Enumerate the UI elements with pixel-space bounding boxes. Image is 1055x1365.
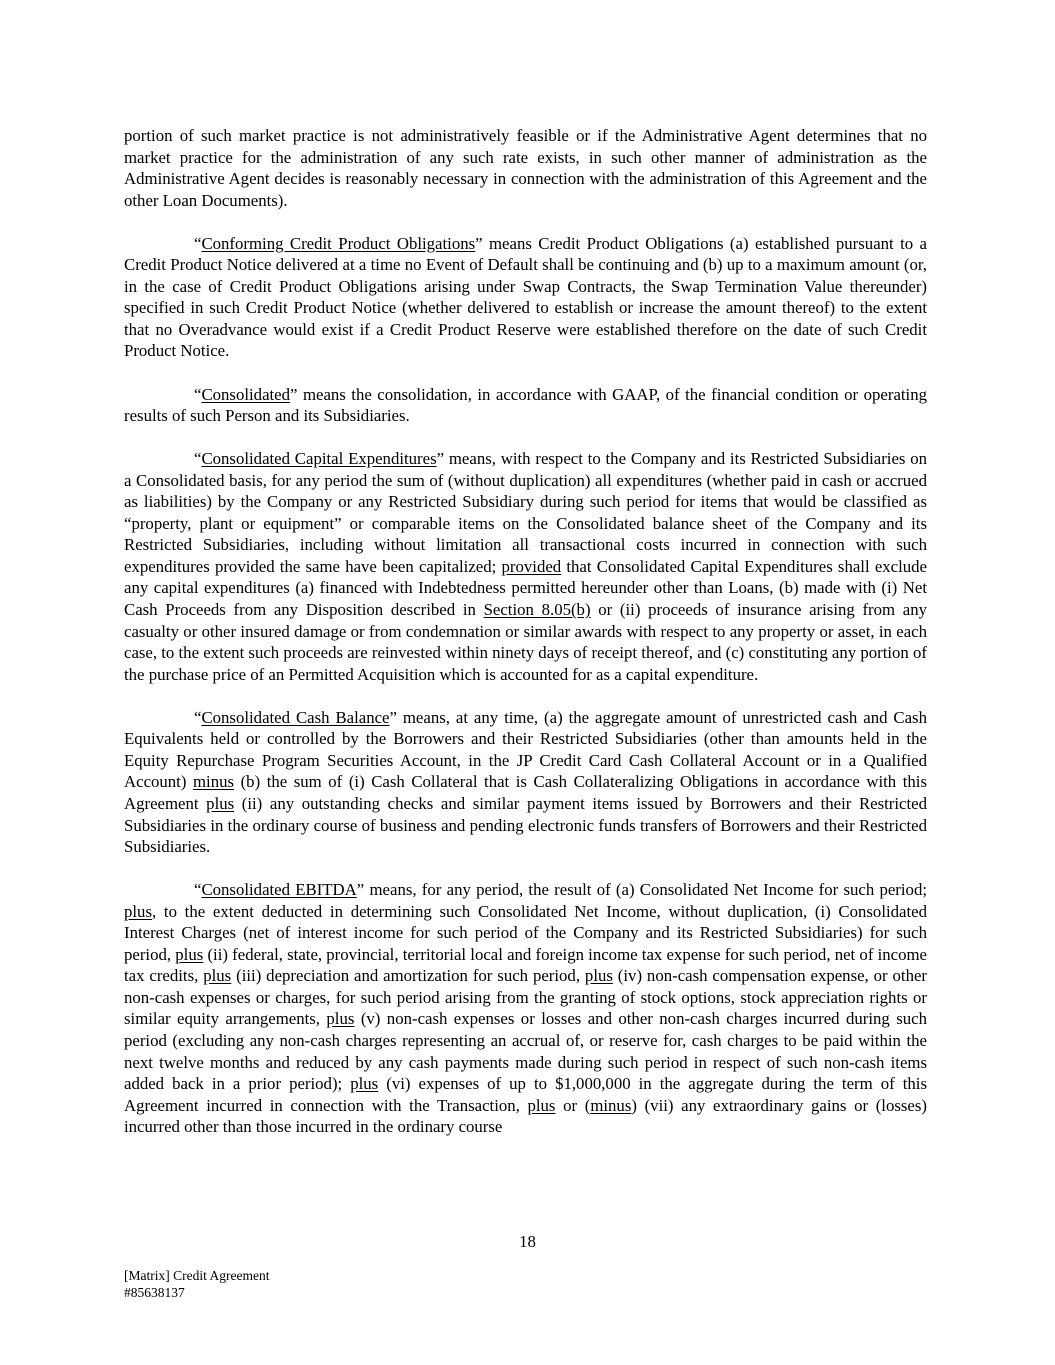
document-body xyxy=(124,125,927,1159)
underlined-term: Conforming Credit Product Obligations xyxy=(201,233,476,253)
paragraph xyxy=(124,125,927,211)
underlined-term: plus xyxy=(206,793,235,813)
paragraph-text: portion of such market practice is not administratively feasible or if the Administrative Agent determines that no market practice for the administration of any such rate exists, in such other manner of administration as the Administrative Agent decides is reasonably necessary in connection with the administration of this Agreement and the other Loan Documents). xyxy=(124,126,927,210)
paragraph-text: ” means the consolidation, in accordance with GAAP, of the financial condition or operating results of such Person and its Subsidiaries. xyxy=(124,384,927,426)
paragraph xyxy=(124,707,927,858)
paragraph-text: ” means, at any time, (a) the aggregate amount of unrestricted cash and Cash Equivalents held or controlled by the Borrowers and their Restricted Subsidiaries (other than amounts held in the Equity Repurchase Program Securities Account, in the JP Credit Card Cash Collateral Account or in a Qualified Account) xyxy=(124,707,927,792)
paragraph xyxy=(124,384,927,427)
paragraph-text: (iv) non-cash compensation expense, or other non-cash expenses or charges, for such period arising from the granting of stock options, stock appreciation rights or similar equity arrangements, xyxy=(124,966,928,1029)
paragraph-text: “ xyxy=(194,880,202,900)
underlined-term: Consolidated xyxy=(201,384,291,404)
paragraph-text: (ii) any outstanding checks and similar payment items issued by Borrowers and their Restricted Subsidiaries in the ordinary course of business and pending electronic funds transfers of Borrowers and their Restricted Subsidiaries. xyxy=(124,793,928,857)
page-number: 18 xyxy=(519,1232,536,1251)
paragraph-text: (iii) depreciation and amortization for such period, xyxy=(231,966,585,986)
underlined-term: Consolidated Cash Balance xyxy=(201,707,390,727)
paragraph xyxy=(124,879,927,1138)
underlined-term: plus xyxy=(350,1074,379,1094)
paragraph-text: “ xyxy=(194,384,202,404)
underlined-term: plus xyxy=(326,1009,355,1029)
paragraph-text: , to the extent deducted in determining such Consolidated Net Income, without duplication, (i) Consolidated Interest Charges (net of interest income for such period of the Company and its Restricted Subsidiaries) for such period, xyxy=(124,901,927,964)
underlined-term: Consolidated EBITDA xyxy=(201,880,357,900)
document-footer xyxy=(124,1268,269,1301)
underlined-term: Consolidated Capital Expenditures xyxy=(201,449,437,469)
paragraph-text: or ( xyxy=(555,1095,591,1115)
paragraph-text: “ xyxy=(194,449,202,469)
paragraph-text: (v) non-cash expenses or losses and other non-cash charges incurred during such period (excluding any non-cash charges representing an accrual of, or reserve for, cash charges to be paid within the next twelve months and reduced by any cash payments made during such period in respect of such non-cash items added back in a prior period); xyxy=(124,1009,927,1094)
underlined-term: plus xyxy=(203,966,232,986)
underlined-term: provided xyxy=(501,556,562,576)
paragraph-text: (b) the sum of (i) Cash Collateral that is Cash Collateralizing Obligations in accordance with this Agreement xyxy=(124,772,927,813)
underlined-term: minus xyxy=(590,1095,632,1115)
paragraph-text: ” means, for any period, the result of (a) Consolidated Net Income for such period; xyxy=(356,880,927,900)
paragraph xyxy=(124,233,927,362)
paragraph-text: or (ii) proceeds of insurance arising from any casualty or other insured damage or from condemnation or similar awards with respect to any property or asset, in each case, to the extent such proceeds are reinvested within ninety days of receipt thereof, and (c) constituting any portion of the purchase price of an Permitted Acquisition which is accounted for as a capital expenditure. xyxy=(124,600,927,684)
underlined-term: minus xyxy=(193,772,235,792)
paragraph-text: (ii) federal, state, provincial, territorial local and foreign income tax expense for such period, net of income tax credits, xyxy=(124,944,927,986)
paragraph-text: “ xyxy=(194,233,202,253)
underlined-term: Section 8.05(b) xyxy=(483,600,591,620)
underlined-term: plus xyxy=(124,901,152,921)
paragraph-text: ” means, with respect to the Company and its Restricted Subsidiaries on a Consolidated basis, for any period the sum of (without duplication) all expenditures (whether paid in cash or accrued as liabilities) by the Company or any Restricted Subsidiary during such period for items that would be classified as “property, plant or equipment” or comparable items on the Consolidated balance sheet of the Company and its Restricted Subsidiaries, including without limitation all transactional costs incurred in connection with such expenditures provided the same have been capitalized; xyxy=(124,449,927,576)
paragraph-text: “ xyxy=(194,707,202,727)
underlined-term: plus xyxy=(527,1095,556,1115)
underlined-term: plus xyxy=(584,966,613,986)
paragraph-text: ” means Credit Product Obligations (a) established pursuant to a Credit Product Notice delivered at a time no Event of Default shall be continuing and (b) up to a maximum amount (or, in the case of Credit Product Obligations arising under Swap Contracts, the Swap Termination Value thereunder) specified in such Credit Product Notice (whether delivered to establish or increase the amount thereof) to the extent that no Overadvance would exist if a Credit Product Reserve were established therefore on the date of such Credit Product Notice. xyxy=(124,233,927,361)
underlined-term: plus xyxy=(175,944,204,964)
paragraph xyxy=(124,448,927,685)
paragraph-text: that Consolidated Capital Expenditures shall exclude any capital expenditures (a) financed with Indebtedness permitted hereunder other than Loans, (b) made with (i) Net Cash Proceeds from any Disposition described in xyxy=(124,556,928,620)
paragraph-text: (vi) expenses of up to $1,000,000 in the aggregate during the term of this Agreement incurred in connection with the Transaction, xyxy=(124,1074,927,1115)
paragraph-text: ) (vii) any extraordinary gains or (losses) incurred other than those incurred in the ordinary course xyxy=(124,1095,927,1137)
footer-title: [Matrix] Credit Agreement xyxy=(124,1268,270,1283)
footer-doc-id: #85638137 xyxy=(124,1284,185,1300)
